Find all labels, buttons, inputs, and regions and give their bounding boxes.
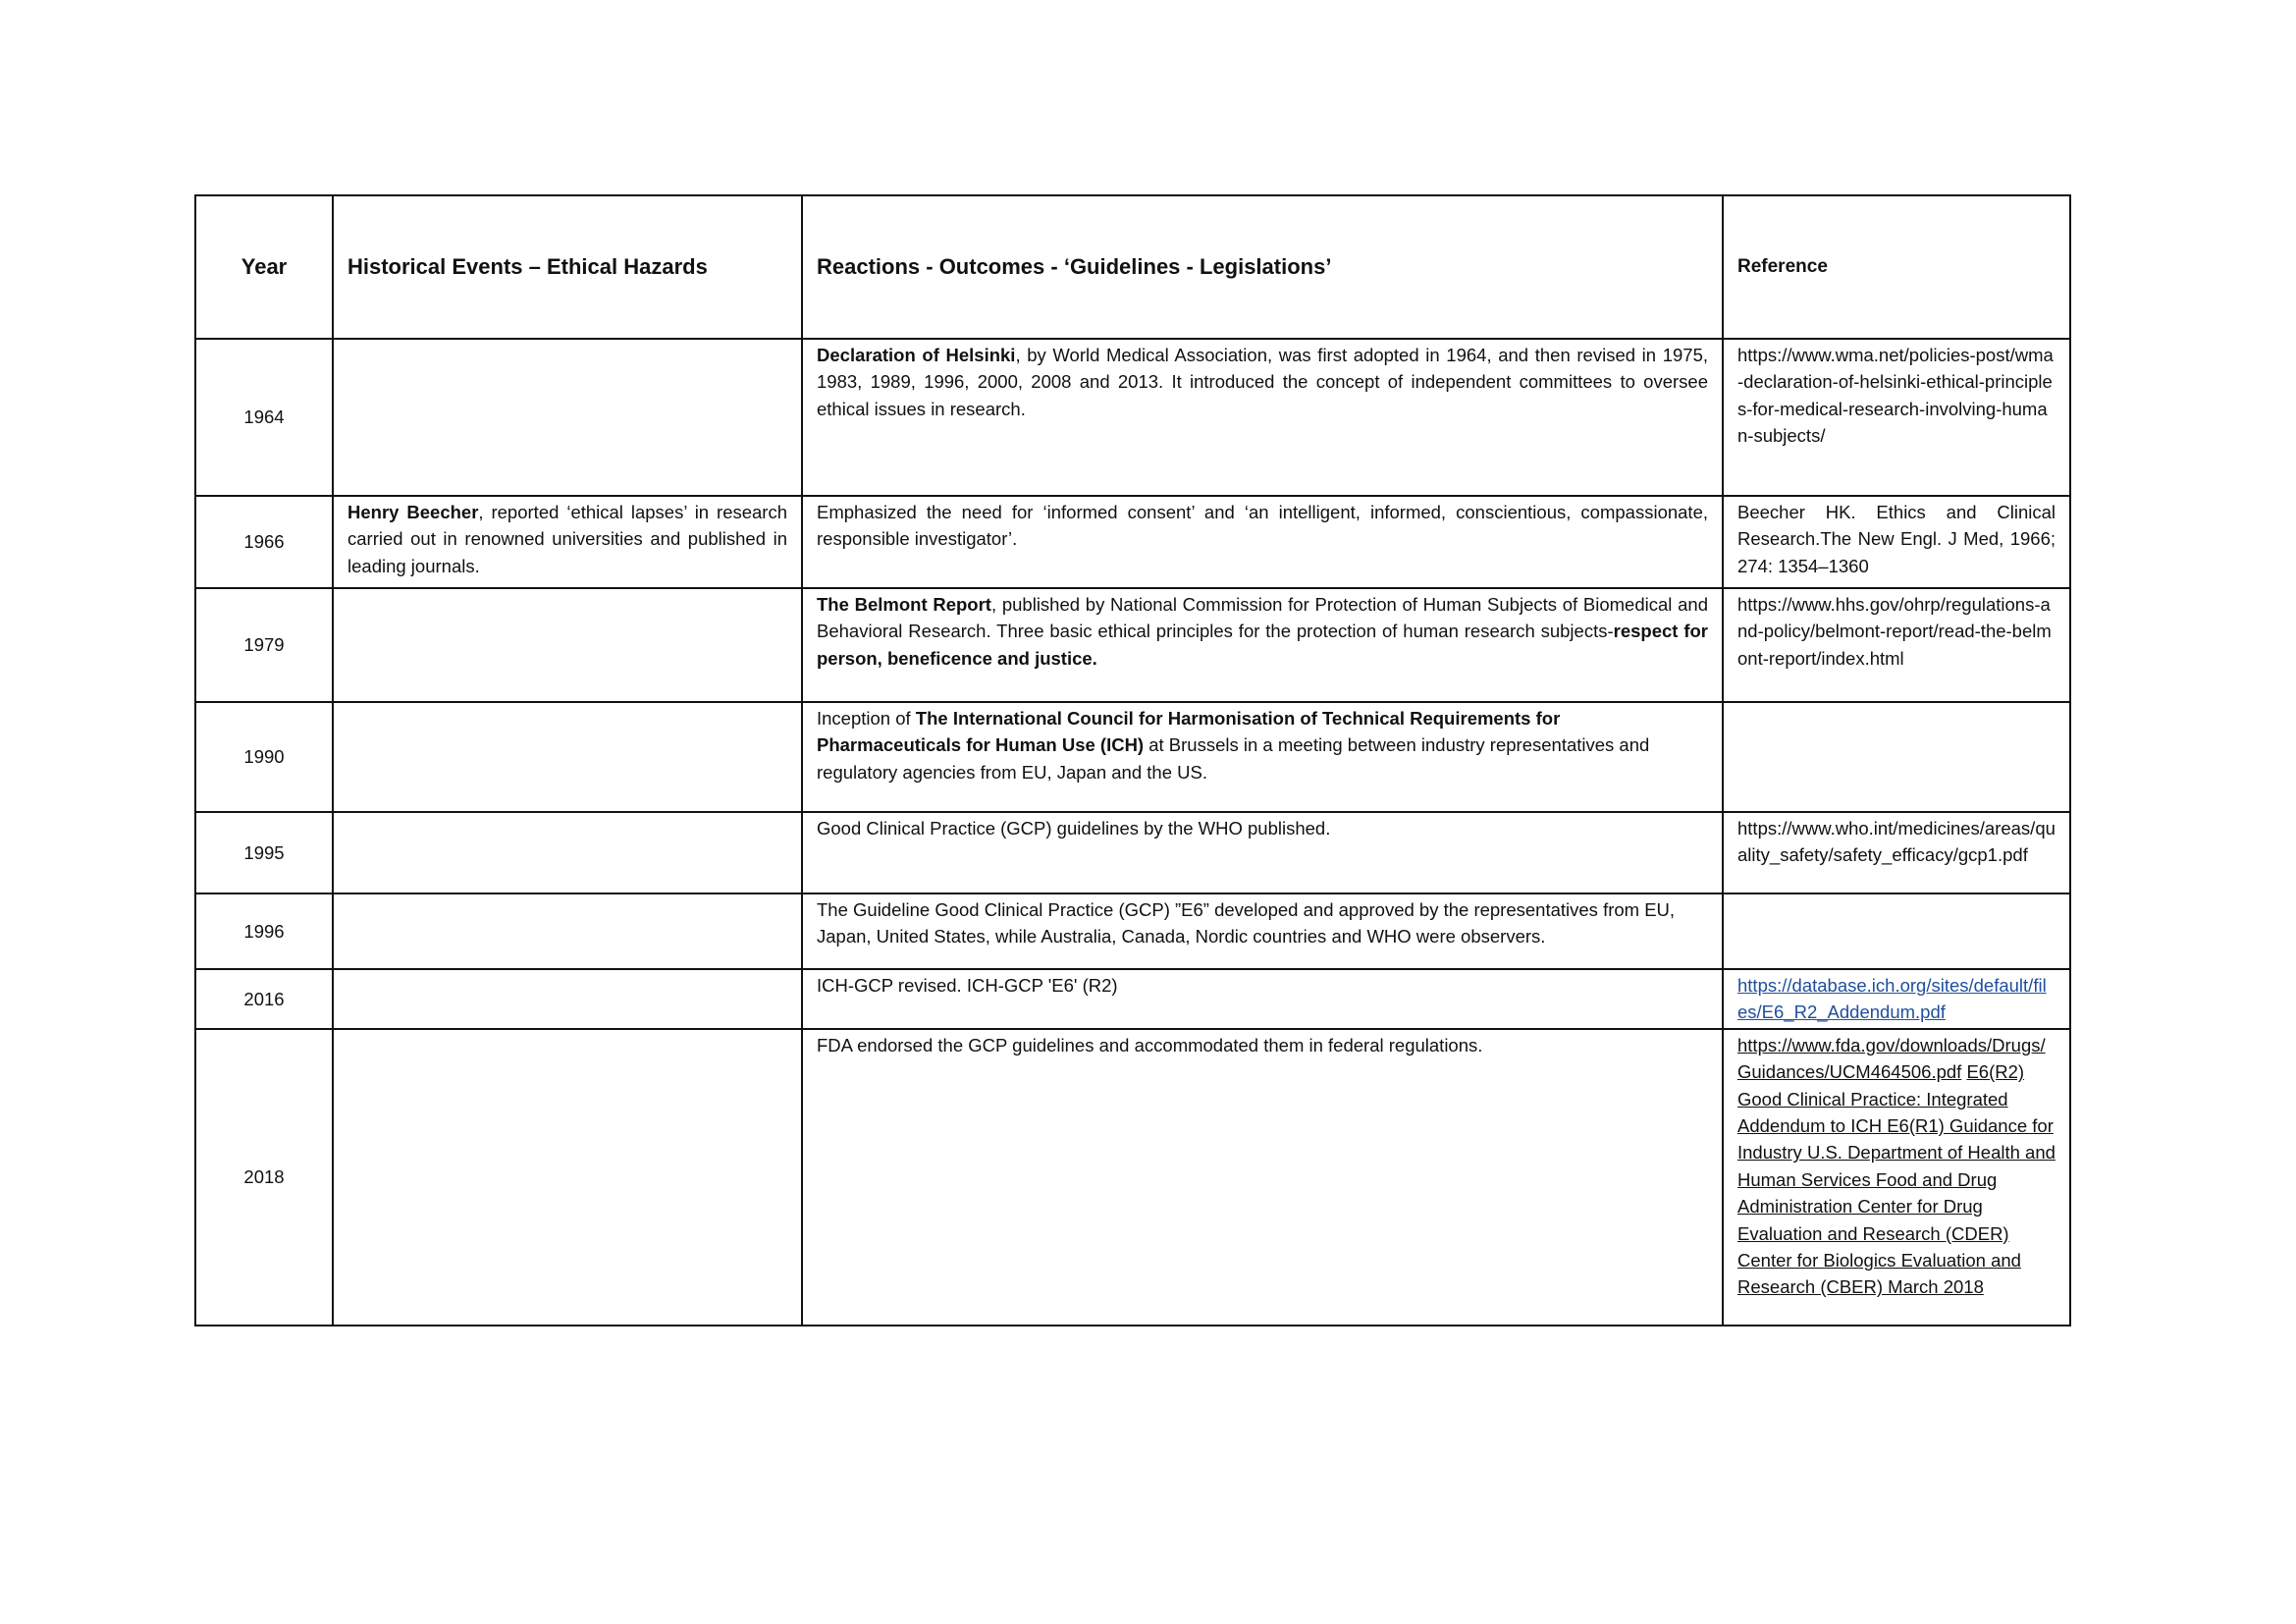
reaction-cell: Emphasized the need for ‘informed consent’ and ‘an intelligent, informed, conscientious, compassionate, responsible investigator’. [802,496,1723,588]
year-cell: 1979 [195,588,333,702]
reaction-cell: FDA endorsed the GCP guidelines and accommodated them in federal regulations. [802,1029,1723,1326]
event-cell [333,893,802,969]
table-row [195,588,2070,702]
year-cell: 1995 [195,812,333,893]
reaction-cell [802,588,1723,702]
event-cell [333,588,802,702]
reference-cell [1723,893,2070,969]
event-cell [333,1029,802,1326]
event-cell [333,969,802,1029]
year-cell: 2016 [195,969,333,1029]
table-row [195,893,2070,969]
event-cell [333,812,802,893]
reference-cell [1723,969,2070,1029]
history-table [194,194,2071,1326]
reaction-cell: Good Clinical Practice (GCP) guidelines by the WHO published. [802,812,1723,893]
table-row [195,1029,2070,1326]
table-row [195,812,2070,893]
reference-cell: https://www.hhs.gov/ohrp/regulations-and-policy/belmont-report/read-the-belmont-report/index.html [1723,588,2070,702]
year-cell: 1964 [195,339,333,496]
reaction-text: at Brussels in a meeting between industry representatives and regulatory agencies from EU, Japan and the US. [817,734,1650,783]
reaction-bold: The Belmont Report [817,594,991,615]
reaction-cell [802,339,1723,496]
reaction-bold: The International Council for Harmonisation of Technical Requirements for Pharmaceuticals for Human Use (ICH) [817,708,1561,756]
header-reactions: Reactions - Outcomes - ‘Guidelines - Legislations’ [802,195,1723,339]
event-text: , reported ‘ethical lapses’ in research carried out in renowned universities and published in leading journals. [347,502,788,576]
reaction-text: , by World Medical Association, was first adopted in 1964, and then revised in 1975, 1983, 1989, 1996, 2000, 2008 and 2013. It introduced the concept of independent committees to oversee ethical issues in research. [817,345,1708,419]
reaction-bold: Declaration of Helsinki [817,345,1016,365]
reference-cell: https://www.who.int/medicines/areas/quality_safety/safety_efficacy/gcp1.pdf [1723,812,2070,893]
reference-cell: Beecher HK. Ethics and Clinical Research.The New Engl. J Med, 1966; 274: 1354–1360 [1723,496,2070,588]
header-row [195,195,2070,339]
event-cell [333,702,802,812]
header-year: Year [195,195,333,339]
reaction-cell [802,702,1723,812]
fda-guidance-title-link[interactable]: E6(R2) Good Clinical Practice: Integrated Addendum to ICH E6(R1) Guidance for Industry U.S. Department of Health and Human Services Food and Drug Administration Center for Drug Evaluation and Research (CDER) Center for Biologics Evaluation and Research (CBER) March 2018 [1737,1061,2056,1298]
year-cell: 1990 [195,702,333,812]
event-bold: Henry Beecher [347,502,479,522]
header-events: Historical Events – Ethical Hazards [333,195,802,339]
reference-cell [1723,702,2070,812]
reference-cell: https://www.wma.net/policies-post/wma-declaration-of-helsinki-ethical-principles-for-medical-research-involving-human-subjects/ [1723,339,2070,496]
year-cell: 2018 [195,1029,333,1326]
reaction-cell: ICH-GCP revised. ICH-GCP 'E6' (R2) [802,969,1723,1029]
year-cell: 1996 [195,893,333,969]
table-row [195,702,2070,812]
reaction-cell: The Guideline Good Clinical Practice (GCP) ”E6” developed and approved by the representatives from EU, Japan, United States, while Australia, Canada, Nordic countries and WHO were observers. [802,893,1723,969]
table-row [195,496,2070,588]
reaction-text: , published by National Commission for Protection of Human Subjects of Biomedical and Behavioral Research. Three basic ethical principles for the protection of human research subjects- [817,594,1708,642]
header-reference: Reference [1723,195,2070,339]
ich-e6-addendum-link[interactable]: https://database.ich.org/sites/default/files/E6_R2_Addendum.pdf [1737,975,2047,1023]
fda-guidance-link[interactable]: https://www.fda.gov/downloads/Drugs/Guidances/UCM464506.pdf [1737,1034,2046,1083]
reference-cell [1723,1029,2070,1326]
event-cell [333,496,802,588]
reaction-prefix: Inception of [817,708,916,729]
reaction-bold-principles: respect for person, beneficence and justice. [817,621,1708,669]
table-row [195,339,2070,496]
year-cell: 1966 [195,496,333,588]
table-row [195,969,2070,1029]
event-cell [333,339,802,496]
